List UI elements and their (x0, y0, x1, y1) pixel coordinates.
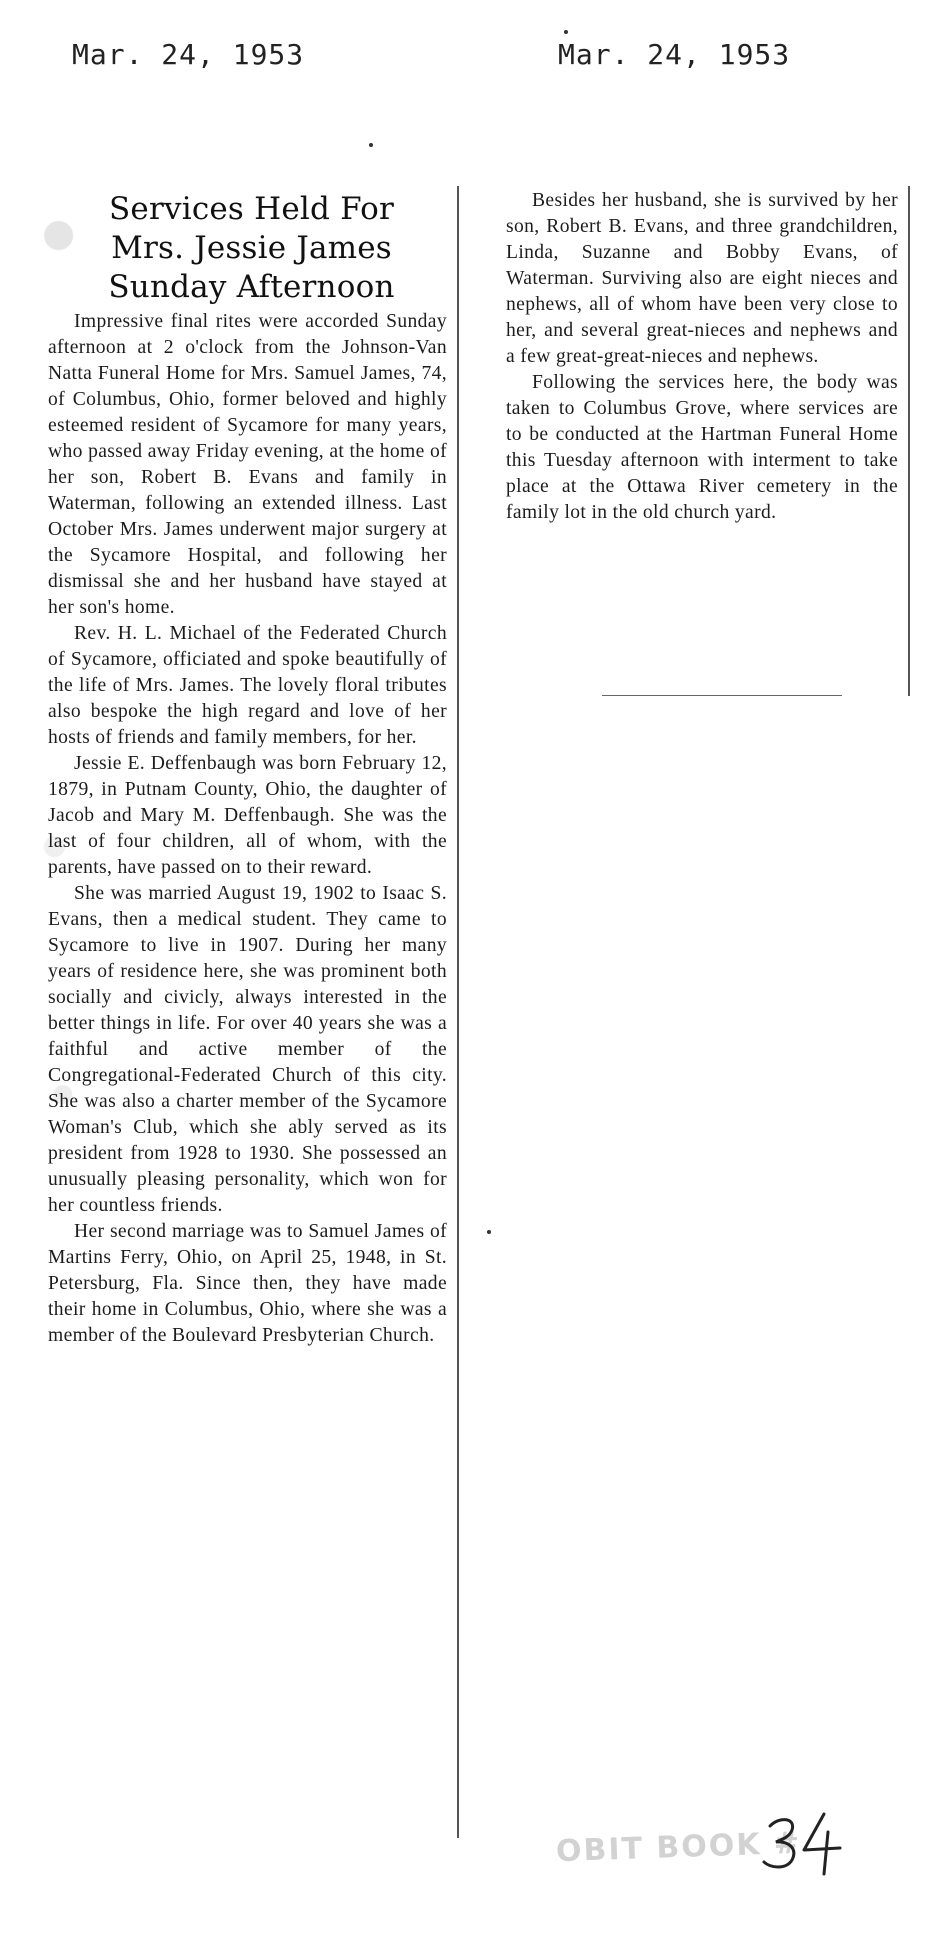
date-right: Mar. 24, 1953 (558, 38, 791, 71)
article-paragraph: Rev. H. L. Michael of the Federated Church of Sycamore, officiated and spoke beautifully of the life of Mrs. James. The lovely floral tributes also bespoke the high regard and love of her hosts of friends and family members, for her. (48, 623, 447, 748)
stray-mark (369, 143, 373, 147)
stray-mark (487, 1230, 491, 1234)
article-paragraph: Jessie E. Deffenbaugh was born February 12, 1879, in Putnam County, Ohio, the daughter of Jacob and Mary M. Deffenbaugh. She was the last of four children, all of whom, with the parents, have passed on to their reward. (48, 753, 447, 878)
date-left: Mar. 24, 1953 (72, 38, 305, 71)
article-paragraph: Her second marriage was to Samuel James of Martins Ferry, Ohio, on April 25, 1948, in St. Petersburg, Fla. Since then, they have made their home in Columbus, Ohio, where she was a member of the Boulevard Presbyterian Church. (48, 1221, 447, 1346)
clipping-column-left (42, 186, 459, 1838)
clipping-end-rule (602, 695, 842, 696)
article-paragraph: Besides her husband, she is survived by her son, Robert B. Evans, and three grandchildren, Linda, Suzanne and Bobby Evans, of Waterman. Surviving also are eight nieces and nephews, all of whom have been very close to her, and several great-nieces and nephews and a few great-great-nieces and nephews. (506, 190, 898, 367)
article-paragraph: She was married August 19, 1902 to Isaac S. Evans, then a medical student. They came to Sycamore to live in 1907. During her many years of residence here, she was prominent both socially and civicly, always interested in the better things in life. For over 40 years she was a faithful and active member of the Congregational-Federated Church of this city. She was also a charter member of the Sycamore Woman's Club, which she ably served as its president from 1928 to 1930. She possessed an unusually pleasing personality, which won for her countless friends. (48, 883, 447, 1216)
article-paragraph: Following the services here, the body was taken to Columbus Grove, where services are to be conducted at the Hartman Funeral Home this Tuesday afternoon with interment to take place at the Ottawa River cemetery in the family lot in the old church yard. (506, 372, 898, 523)
handwritten-page-number (758, 1808, 848, 1878)
headline (42, 186, 457, 307)
headline-line: Services Held For (109, 191, 394, 227)
article-body-left (42, 307, 457, 1349)
headline-line: Sunday Afternoon (108, 269, 395, 305)
obit-book-stamp: OBIT BOOK # (555, 1825, 802, 1870)
headline-line: Mrs. Jessie James (111, 230, 392, 266)
clipping-column-right (502, 186, 910, 696)
article-body-right (502, 186, 908, 526)
stray-mark (564, 30, 568, 34)
article-paragraph: Impressive final rites were accorded Sunday afternoon at 2 o'clock from the Johnson-Van Natta Funeral Home for Mrs. Samuel James, 74, of Columbus, Ohio, former beloved and highly esteemed resident of Sycamore for many years, who passed away Friday evening, at the home of her son, Robert B. Evans and family in Waterman, following an extended illness. Last October Mrs. James underwent major surgery at the Sycamore Hospital, and following her dismissal she and her husband have stayed at her son's home. (48, 311, 447, 618)
